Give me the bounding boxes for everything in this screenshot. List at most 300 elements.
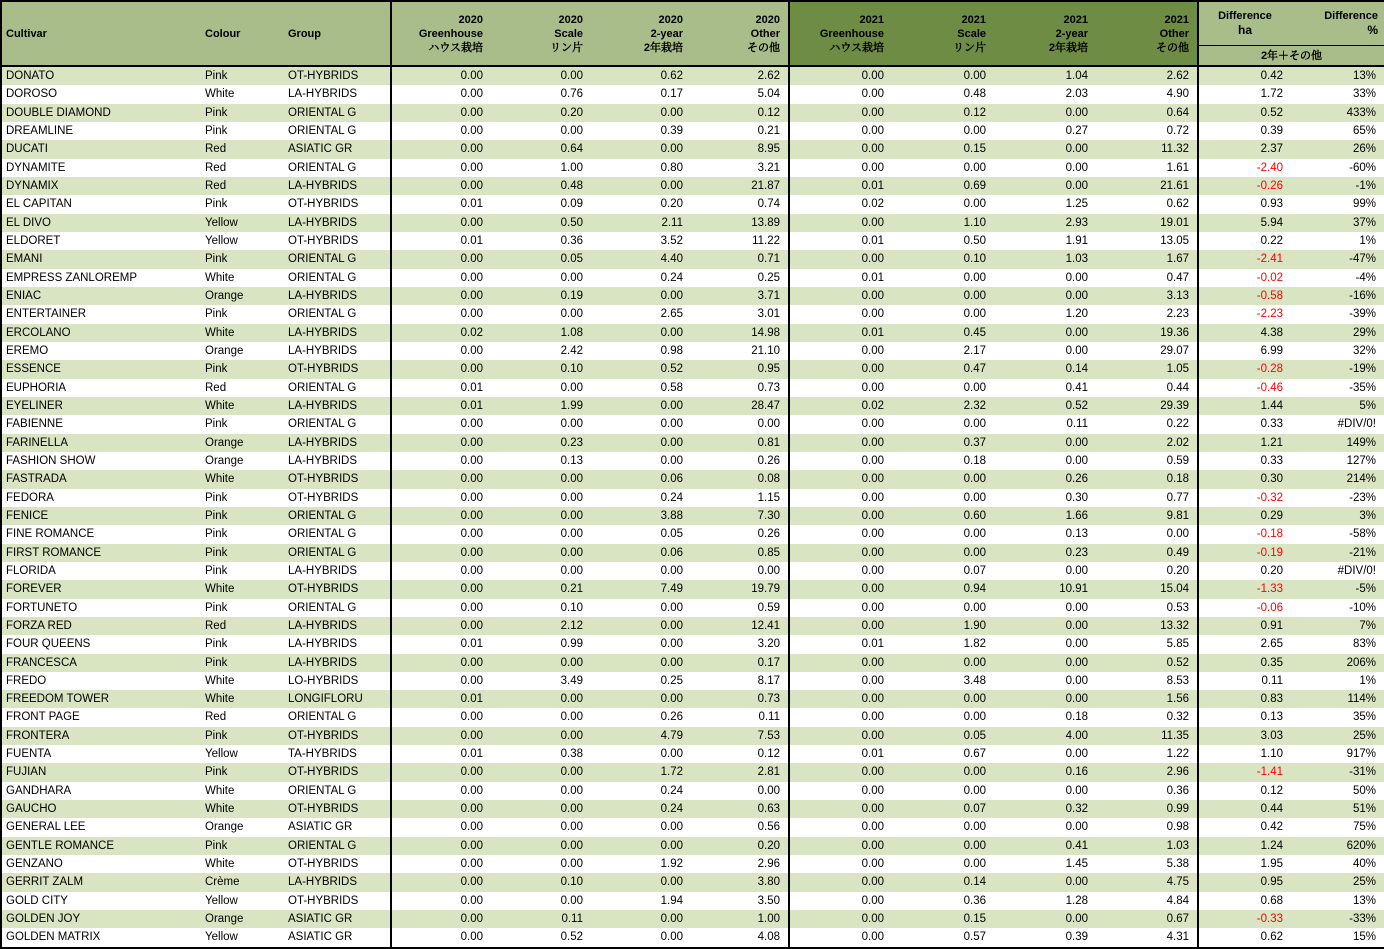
- cell-2021-greenhouse[interactable]: 0.02: [789, 195, 892, 213]
- cell-2021-2year[interactable]: 0.18: [1065, 711, 1088, 724]
- cell-2021-2year[interactable]: 0.00: [994, 177, 1096, 195]
- cell-2020-other[interactable]: 5.04: [757, 88, 780, 101]
- cell-2021-greenhouse[interactable]: 0.01: [789, 635, 892, 653]
- cell-group[interactable]: LO-HYBRIDS: [288, 674, 359, 687]
- cell-2020-greenhouse[interactable]: 0.01: [391, 379, 491, 397]
- cell-2021-greenhouse[interactable]: 0.00: [789, 507, 892, 525]
- cell-2020-other[interactable]: 0.12: [757, 748, 780, 761]
- cell-colour[interactable]: White: [205, 784, 235, 797]
- cell-cultivar[interactable]: DYNAMITE: [6, 161, 66, 174]
- cell-difference-pct[interactable]: 13%: [1291, 66, 1384, 85]
- cell-2021-scale[interactable]: 0.18: [963, 454, 986, 467]
- cell-difference-pct[interactable]: 1%: [1359, 674, 1376, 687]
- cell-2020-other[interactable]: 3.71: [691, 287, 789, 305]
- cell-group[interactable]: LA-HYBRIDS: [284, 287, 391, 305]
- cell-2020-2year[interactable]: 0.17: [660, 88, 683, 101]
- cell-2020-2year[interactable]: 0.20: [660, 198, 683, 211]
- cell-difference-pct[interactable]: 5%: [1291, 397, 1384, 415]
- cell-group[interactable]: ORIENTAL G: [288, 418, 357, 431]
- cell-2020-scale[interactable]: 0.13: [560, 454, 583, 467]
- cell-2020-other[interactable]: 0.85: [691, 544, 789, 562]
- cell-cultivar[interactable]: DUCATI: [1, 140, 201, 158]
- cell-2020-other[interactable]: 8.95: [691, 140, 789, 158]
- cell-2020-scale[interactable]: 0.09: [560, 198, 583, 211]
- cell-group[interactable]: ASIATIC GR: [284, 910, 391, 928]
- cell-group[interactable]: TA-HYBRIDS: [288, 748, 357, 761]
- column-header-2020-scale[interactable]: [491, 1, 591, 66]
- cell-2021-2year[interactable]: 1.03: [994, 250, 1096, 268]
- cell-2020-2year[interactable]: 0.00: [591, 324, 691, 342]
- cell-2021-greenhouse[interactable]: 0.00: [789, 928, 892, 947]
- cell-difference-pct[interactable]: 3%: [1291, 507, 1384, 525]
- cell-group[interactable]: ORIENTAL G: [288, 711, 357, 724]
- cell-group[interactable]: LA-HYBRIDS: [288, 344, 358, 357]
- cell-2021-scale[interactable]: 0.10: [892, 250, 994, 268]
- cell-difference-pct[interactable]: 51%: [1291, 800, 1384, 818]
- cell-2020-2year[interactable]: 0.00: [660, 454, 683, 467]
- cell-group[interactable]: ORIENTAL G: [288, 528, 357, 541]
- cell-cultivar[interactable]: DYNAMIX: [1, 177, 201, 195]
- cell-difference-pct[interactable]: 15%: [1352, 931, 1376, 944]
- cell-2020-2year[interactable]: 0.39: [660, 124, 683, 137]
- cell-difference-pct[interactable]: -10%: [1349, 601, 1376, 614]
- cell-group[interactable]: ORIENTAL G: [284, 507, 391, 525]
- cell-2021-2year[interactable]: 0.52: [994, 397, 1096, 415]
- cell-difference-ha[interactable]: -0.26: [1198, 177, 1291, 195]
- cell-2021-scale[interactable]: 0.37: [892, 434, 994, 452]
- cell-group[interactable]: ASIATIC GR: [288, 821, 353, 834]
- cell-2020-scale[interactable]: 0.52: [560, 931, 583, 944]
- cell-group[interactable]: LA-HYBRIDS: [284, 873, 391, 891]
- cell-2021-other[interactable]: 4.75: [1096, 873, 1198, 891]
- cell-2021-greenhouse[interactable]: 0.00: [789, 837, 892, 855]
- cell-cultivar[interactable]: FOREVER: [1, 580, 201, 598]
- cell-2020-other[interactable]: 0.00: [757, 418, 780, 431]
- cell-2020-scale[interactable]: 0.64: [491, 140, 591, 158]
- cell-difference-ha[interactable]: 0.68: [1198, 892, 1291, 910]
- cell-colour[interactable]: Red: [205, 161, 227, 174]
- cell-cultivar[interactable]: EMANI: [1, 250, 201, 268]
- cell-2020-2year[interactable]: 0.00: [591, 654, 691, 672]
- cell-difference-pct[interactable]: 1%: [1359, 234, 1376, 247]
- cell-difference-ha[interactable]: 0.44: [1198, 800, 1291, 818]
- cell-2020-greenhouse[interactable]: 0.00: [391, 562, 491, 580]
- cell-2020-other[interactable]: 21.10: [751, 344, 780, 357]
- cell-cultivar[interactable]: GENZANO: [6, 858, 63, 871]
- cell-2020-other[interactable]: 8.17: [757, 674, 780, 687]
- cell-cultivar[interactable]: ENTERTAINER: [6, 308, 87, 321]
- cell-2020-greenhouse[interactable]: 0.00: [391, 140, 491, 158]
- cell-difference-ha[interactable]: -0.33: [1198, 910, 1291, 928]
- cell-difference-ha[interactable]: -0.58: [1198, 287, 1291, 305]
- cell-2020-2year[interactable]: 0.00: [591, 910, 691, 928]
- cell-2021-2year[interactable]: 0.30: [1065, 491, 1088, 504]
- cell-cultivar[interactable]: FLORIDA: [6, 564, 56, 577]
- cell-2021-greenhouse[interactable]: 0.00: [789, 580, 892, 598]
- cell-2021-other[interactable]: 0.67: [1096, 910, 1198, 928]
- cell-difference-pct[interactable]: -21%: [1291, 544, 1384, 562]
- cell-group[interactable]: OT-HYBRIDS: [288, 858, 359, 871]
- column-header-2020-2year[interactable]: [591, 1, 691, 66]
- cell-cultivar[interactable]: GOLDEN JOY: [1, 910, 201, 928]
- cell-2020-greenhouse[interactable]: 0.00: [391, 434, 491, 452]
- cell-2021-2year[interactable]: 0.32: [994, 800, 1096, 818]
- cell-cultivar[interactable]: FRANCESCA: [1, 654, 201, 672]
- cell-2020-greenhouse[interactable]: 0.01: [391, 397, 491, 415]
- cell-difference-ha[interactable]: 0.20: [1198, 562, 1291, 580]
- difference-subheader-2year-plus-other[interactable]: 2年＋その他: [1198, 45, 1384, 66]
- cell-2020-2year[interactable]: 0.24: [660, 271, 683, 284]
- cell-2021-other[interactable]: 0.77: [1166, 491, 1189, 504]
- cell-colour[interactable]: Yellow: [205, 748, 238, 761]
- cell-2021-greenhouse[interactable]: 0.00: [789, 892, 892, 910]
- cell-colour[interactable]: White: [205, 271, 235, 284]
- cell-colour[interactable]: Pink: [201, 360, 284, 378]
- cell-colour[interactable]: Yellow: [205, 931, 238, 944]
- cell-2020-2year[interactable]: 0.00: [660, 601, 683, 614]
- cell-difference-pct[interactable]: 83%: [1352, 638, 1376, 651]
- cell-difference-pct[interactable]: 620%: [1291, 837, 1384, 855]
- cell-2020-greenhouse[interactable]: 0.00: [391, 287, 491, 305]
- cell-2021-2year[interactable]: 0.00: [994, 910, 1096, 928]
- cell-colour[interactable]: Pink: [205, 601, 228, 614]
- cell-2020-2year[interactable]: 1.72: [591, 763, 691, 781]
- cell-group[interactable]: LA-HYBRIDS: [284, 324, 391, 342]
- cell-colour[interactable]: White: [205, 858, 235, 871]
- cell-2021-greenhouse[interactable]: 0.00: [789, 140, 892, 158]
- cell-2020-other[interactable]: 2.62: [691, 66, 789, 85]
- column-header-group[interactable]: Group: [284, 1, 391, 66]
- cell-2020-scale[interactable]: 0.20: [491, 104, 591, 122]
- cell-2020-greenhouse[interactable]: 0.00: [391, 269, 491, 287]
- cell-group[interactable]: LA-HYBRIDS: [284, 617, 391, 635]
- cell-group[interactable]: OT-HYBRIDS: [284, 580, 391, 598]
- cell-2020-other[interactable]: 12.41: [691, 617, 789, 635]
- cell-colour[interactable]: Pink: [205, 308, 228, 321]
- cell-2021-scale[interactable]: 0.67: [963, 748, 986, 761]
- cell-2020-greenhouse[interactable]: 0.00: [391, 104, 491, 122]
- cell-2021-scale[interactable]: 0.00: [963, 124, 986, 137]
- cell-2020-2year[interactable]: 0.00: [591, 104, 691, 122]
- cell-2020-scale[interactable]: 0.10: [560, 601, 583, 614]
- cell-2020-scale[interactable]: 0.00: [491, 690, 591, 708]
- cell-difference-pct[interactable]: -31%: [1291, 763, 1384, 781]
- cell-2021-other[interactable]: 0.49: [1096, 544, 1198, 562]
- cell-2020-other[interactable]: 0.73: [757, 381, 780, 394]
- cell-2020-other[interactable]: 0.08: [691, 470, 789, 488]
- cell-2021-greenhouse[interactable]: 0.00: [789, 122, 892, 140]
- cell-cultivar[interactable]: GOLDEN MATRIX: [6, 931, 101, 944]
- cell-2020-2year[interactable]: 0.24: [591, 800, 691, 818]
- cell-2021-other[interactable]: 4.90: [1166, 88, 1189, 101]
- cell-2021-greenhouse[interactable]: 0.00: [789, 287, 892, 305]
- cell-2020-greenhouse[interactable]: 0.00: [391, 580, 491, 598]
- cell-2020-scale[interactable]: 0.00: [560, 894, 583, 907]
- cell-cultivar[interactable]: DOUBLE DIAMOND: [1, 104, 201, 122]
- cell-2021-scale[interactable]: 0.94: [892, 580, 994, 598]
- cell-2021-2year[interactable]: 10.91: [994, 580, 1096, 598]
- cell-difference-pct[interactable]: 99%: [1352, 198, 1376, 211]
- cell-2021-greenhouse[interactable]: 0.00: [789, 85, 892, 103]
- cell-2021-other[interactable]: 3.13: [1096, 287, 1198, 305]
- cell-2021-greenhouse[interactable]: 0.00: [789, 525, 892, 543]
- cell-2020-greenhouse[interactable]: 0.00: [391, 617, 491, 635]
- cell-2021-scale[interactable]: 0.00: [892, 690, 994, 708]
- cell-difference-pct[interactable]: -23%: [1349, 491, 1376, 504]
- cell-2021-scale[interactable]: 0.00: [892, 837, 994, 855]
- cell-2021-other[interactable]: 29.39: [1096, 397, 1198, 415]
- cell-2020-scale[interactable]: 0.00: [491, 837, 591, 855]
- cell-difference-ha[interactable]: -0.32: [1198, 489, 1291, 507]
- cell-group[interactable]: ORIENTAL G: [288, 124, 357, 137]
- cell-difference-ha[interactable]: 0.11: [1198, 672, 1291, 690]
- cell-2020-scale[interactable]: 0.05: [491, 250, 591, 268]
- cell-difference-ha[interactable]: 1.10: [1198, 745, 1291, 763]
- cell-group[interactable]: OT-HYBRIDS: [284, 470, 391, 488]
- cell-cultivar[interactable]: FINE ROMANCE: [6, 528, 95, 541]
- cell-group[interactable]: LA-HYBRIDS: [284, 214, 391, 232]
- cell-2020-greenhouse[interactable]: 0.00: [391, 470, 491, 488]
- cell-2021-greenhouse[interactable]: 0.01: [789, 269, 892, 287]
- cell-difference-pct[interactable]: -33%: [1291, 910, 1384, 928]
- cell-2021-scale[interactable]: 0.00: [963, 528, 986, 541]
- cell-2020-other[interactable]: 0.25: [757, 271, 780, 284]
- cell-colour[interactable]: Yellow: [205, 894, 238, 907]
- cell-difference-pct[interactable]: -60%: [1349, 161, 1376, 174]
- cell-2021-scale[interactable]: 0.00: [963, 821, 986, 834]
- cell-2021-greenhouse[interactable]: 0.01: [789, 177, 892, 195]
- cell-cultivar[interactable]: DONATO: [1, 66, 201, 85]
- cell-cultivar[interactable]: FUJIAN: [1, 763, 201, 781]
- cell-2021-2year[interactable]: 0.00: [994, 690, 1096, 708]
- cell-2020-other[interactable]: 3.01: [757, 308, 780, 321]
- cell-2021-scale[interactable]: 0.07: [892, 800, 994, 818]
- cell-2020-2year[interactable]: 0.24: [660, 784, 683, 797]
- column-header-2020-other[interactable]: [691, 1, 789, 66]
- cell-2021-2year[interactable]: 0.11: [1066, 418, 1088, 431]
- cell-cultivar[interactable]: EMPRESS ZANLOREMP: [6, 271, 137, 284]
- cell-2020-greenhouse[interactable]: 0.00: [391, 525, 491, 543]
- cell-2021-scale[interactable]: 1.90: [892, 617, 994, 635]
- cell-colour[interactable]: Pink: [201, 727, 284, 745]
- cell-2020-2year[interactable]: 0.06: [591, 544, 691, 562]
- cell-2021-greenhouse[interactable]: 0.00: [789, 342, 892, 360]
- cell-cultivar[interactable]: FORZA RED: [1, 617, 201, 635]
- cell-difference-ha[interactable]: 0.33: [1198, 452, 1291, 470]
- cell-colour[interactable]: White: [201, 800, 284, 818]
- cell-2020-2year[interactable]: 0.00: [591, 873, 691, 891]
- cell-2021-scale[interactable]: 0.47: [892, 360, 994, 378]
- cell-2020-scale[interactable]: 0.10: [491, 873, 591, 891]
- column-header-2020-greenhouse[interactable]: [391, 1, 491, 66]
- cell-2021-greenhouse[interactable]: 0.00: [789, 434, 892, 452]
- cell-2020-scale[interactable]: 0.00: [560, 784, 583, 797]
- cell-2021-2year[interactable]: 1.91: [1065, 234, 1088, 247]
- cell-2021-2year[interactable]: 4.00: [994, 727, 1096, 745]
- cell-difference-ha[interactable]: 0.93: [1198, 195, 1291, 213]
- cell-cultivar[interactable]: GANDHARA: [6, 784, 72, 797]
- cell-2021-2year[interactable]: 0.00: [994, 324, 1096, 342]
- cell-group[interactable]: ORIENTAL G: [288, 308, 357, 321]
- cell-2021-other[interactable]: 4.31: [1166, 931, 1189, 944]
- cell-difference-pct[interactable]: 13%: [1352, 894, 1376, 907]
- cell-2020-2year[interactable]: 0.58: [660, 381, 683, 394]
- cell-group[interactable]: LA-HYBRIDS: [288, 88, 358, 101]
- cell-2020-2year[interactable]: 0.05: [660, 528, 683, 541]
- cell-2020-other[interactable]: 0.26: [757, 454, 780, 467]
- cell-2020-scale[interactable]: 0.00: [560, 308, 583, 321]
- cell-colour[interactable]: White: [201, 397, 284, 415]
- cell-2020-greenhouse[interactable]: 0.00: [391, 159, 491, 177]
- cell-2021-greenhouse[interactable]: 0.01: [789, 745, 892, 763]
- cell-difference-ha[interactable]: 4.38: [1198, 324, 1291, 342]
- column-header-2021-scale[interactable]: [892, 1, 994, 66]
- cell-group[interactable]: LA-HYBRIDS: [288, 564, 358, 577]
- cell-2021-scale[interactable]: 0.69: [892, 177, 994, 195]
- cell-2021-other[interactable]: 0.44: [1166, 381, 1189, 394]
- cell-2021-other[interactable]: 1.22: [1166, 748, 1189, 761]
- cell-colour[interactable]: Pink: [201, 66, 284, 85]
- cell-difference-pct[interactable]: 917%: [1346, 748, 1376, 761]
- cell-2021-scale[interactable]: 0.00: [963, 491, 986, 504]
- cell-2020-greenhouse[interactable]: 0.00: [391, 544, 491, 562]
- cell-difference-pct[interactable]: -16%: [1291, 287, 1384, 305]
- cell-colour[interactable]: White: [205, 674, 235, 687]
- cell-2021-other[interactable]: 2.23: [1166, 308, 1189, 321]
- cell-2020-scale[interactable]: 0.00: [560, 491, 583, 504]
- cell-2020-other[interactable]: 28.47: [691, 397, 789, 415]
- cell-group[interactable]: LA-HYBRIDS: [284, 654, 391, 672]
- cell-group[interactable]: OT-HYBRIDS: [284, 360, 391, 378]
- cell-group[interactable]: LA-HYBRIDS: [284, 434, 391, 452]
- cell-difference-pct[interactable]: 33%: [1352, 88, 1376, 101]
- cell-colour[interactable]: Pink: [205, 528, 228, 541]
- cell-group[interactable]: OT-HYBRIDS: [284, 66, 391, 85]
- cell-2021-greenhouse[interactable]: 0.00: [789, 544, 892, 562]
- cell-2021-other[interactable]: 1.61: [1166, 161, 1189, 174]
- cell-difference-ha[interactable]: 0.39: [1198, 122, 1291, 140]
- cell-difference-pct[interactable]: 40%: [1352, 858, 1376, 871]
- cell-difference-ha[interactable]: 1.44: [1198, 397, 1291, 415]
- cell-2021-other[interactable]: 1.03: [1096, 837, 1198, 855]
- cell-colour[interactable]: White: [201, 580, 284, 598]
- cell-2021-scale[interactable]: 0.45: [892, 324, 994, 342]
- cell-colour[interactable]: Pink: [201, 507, 284, 525]
- cell-2020-2year[interactable]: 0.00: [660, 418, 683, 431]
- cell-2021-other[interactable]: 0.52: [1096, 654, 1198, 672]
- cell-2020-scale[interactable]: 3.49: [560, 674, 583, 687]
- cell-difference-ha[interactable]: 2.37: [1198, 140, 1291, 158]
- cell-difference-ha[interactable]: 0.91: [1198, 617, 1291, 635]
- cell-2020-greenhouse[interactable]: 0.00: [391, 452, 491, 470]
- cell-2021-greenhouse[interactable]: 0.02: [789, 397, 892, 415]
- cell-2021-2year[interactable]: 1.25: [1065, 198, 1088, 211]
- cell-2020-scale[interactable]: 0.48: [491, 177, 591, 195]
- cell-2020-scale[interactable]: 0.36: [560, 234, 583, 247]
- cell-2021-scale[interactable]: 2.17: [963, 344, 986, 357]
- cell-2020-greenhouse[interactable]: 0.00: [391, 599, 491, 617]
- cell-2020-greenhouse[interactable]: 0.00: [391, 837, 491, 855]
- cell-2021-scale[interactable]: 0.00: [963, 161, 986, 174]
- cell-2020-greenhouse[interactable]: 0.00: [391, 910, 491, 928]
- cell-2021-2year[interactable]: 0.00: [1065, 784, 1088, 797]
- cell-2021-2year[interactable]: 0.00: [1065, 564, 1088, 577]
- cell-2021-other[interactable]: 4.84: [1166, 894, 1189, 907]
- cell-2020-scale[interactable]: 0.00: [560, 858, 583, 871]
- cell-2021-greenhouse[interactable]: 0.00: [789, 800, 892, 818]
- cell-2020-greenhouse[interactable]: 0.01: [391, 635, 491, 653]
- cell-2020-2year[interactable]: 1.92: [660, 858, 683, 871]
- cell-difference-ha[interactable]: 1.95: [1198, 855, 1291, 873]
- cell-colour[interactable]: White: [201, 690, 284, 708]
- cell-colour[interactable]: Red: [205, 711, 227, 724]
- cell-difference-ha[interactable]: 0.52: [1198, 104, 1291, 122]
- cell-2021-greenhouse[interactable]: 0.00: [789, 708, 892, 726]
- cell-group[interactable]: OT-HYBRIDS: [288, 491, 359, 504]
- cell-difference-ha[interactable]: -0.02: [1198, 269, 1291, 287]
- cell-2021-other[interactable]: 0.59: [1166, 454, 1189, 467]
- cell-2020-greenhouse[interactable]: 0.00: [391, 489, 491, 507]
- cell-2020-scale[interactable]: 0.00: [560, 271, 583, 284]
- cell-2020-scale[interactable]: 2.42: [560, 344, 583, 357]
- cell-2021-greenhouse[interactable]: 0.00: [789, 470, 892, 488]
- cell-2020-2year[interactable]: 0.00: [660, 748, 683, 761]
- cell-2020-2year[interactable]: 0.00: [591, 140, 691, 158]
- cell-2021-scale[interactable]: 2.32: [892, 397, 994, 415]
- column-header-2021-2year[interactable]: [994, 1, 1096, 66]
- cell-difference-ha[interactable]: 0.62: [1198, 928, 1291, 947]
- cell-2020-greenhouse[interactable]: 0.02: [391, 324, 491, 342]
- cell-2021-2year[interactable]: 0.00: [994, 287, 1096, 305]
- cell-2021-scale[interactable]: 0.50: [963, 234, 986, 247]
- cell-difference-ha[interactable]: 0.13: [1198, 708, 1291, 726]
- column-header-2021-greenhouse[interactable]: [789, 1, 892, 66]
- cell-2020-scale[interactable]: 0.00: [560, 821, 583, 834]
- cell-2021-other[interactable]: 0.22: [1166, 418, 1189, 431]
- cell-group[interactable]: ORIENTAL G: [288, 381, 357, 394]
- cell-difference-pct[interactable]: 214%: [1291, 470, 1384, 488]
- cell-2020-scale[interactable]: 0.23: [491, 434, 591, 452]
- cell-2021-greenhouse[interactable]: 0.00: [789, 910, 892, 928]
- cell-2021-2year[interactable]: 0.00: [994, 617, 1096, 635]
- cell-2020-scale[interactable]: 0.00: [491, 544, 591, 562]
- cell-2020-2year[interactable]: 1.94: [660, 894, 683, 907]
- cell-difference-pct[interactable]: 7%: [1291, 617, 1384, 635]
- cell-2020-scale[interactable]: 0.00: [491, 470, 591, 488]
- cell-2020-scale[interactable]: 2.12: [491, 617, 591, 635]
- cell-2021-greenhouse[interactable]: 0.00: [789, 305, 892, 323]
- cell-2020-scale[interactable]: 0.00: [491, 727, 591, 745]
- cell-2021-other[interactable]: 1.67: [1096, 250, 1198, 268]
- cell-group[interactable]: OT-HYBRIDS: [288, 234, 359, 247]
- cell-colour[interactable]: Orange: [201, 910, 284, 928]
- cell-2021-other[interactable]: 0.20: [1166, 564, 1189, 577]
- cell-group[interactable]: ORIENTAL G: [284, 837, 391, 855]
- cell-2021-2year[interactable]: 0.00: [1065, 674, 1088, 687]
- cell-difference-ha[interactable]: -0.06: [1198, 599, 1291, 617]
- cell-2021-scale[interactable]: 0.14: [892, 873, 994, 891]
- cell-2020-greenhouse[interactable]: 0.01: [391, 690, 491, 708]
- cell-group[interactable]: OT-HYBRIDS: [288, 894, 359, 907]
- cell-2020-scale[interactable]: 1.08: [491, 324, 591, 342]
- cell-2021-other[interactable]: 5.38: [1166, 858, 1189, 871]
- cell-cultivar[interactable]: ESSENCE: [1, 360, 201, 378]
- cell-2021-other[interactable]: 0.99: [1096, 800, 1198, 818]
- cell-difference-ha[interactable]: 0.30: [1198, 470, 1291, 488]
- cell-2021-greenhouse[interactable]: 0.00: [789, 452, 892, 470]
- cell-2020-greenhouse[interactable]: 0.00: [391, 415, 491, 433]
- cell-2020-scale[interactable]: 0.19: [491, 287, 591, 305]
